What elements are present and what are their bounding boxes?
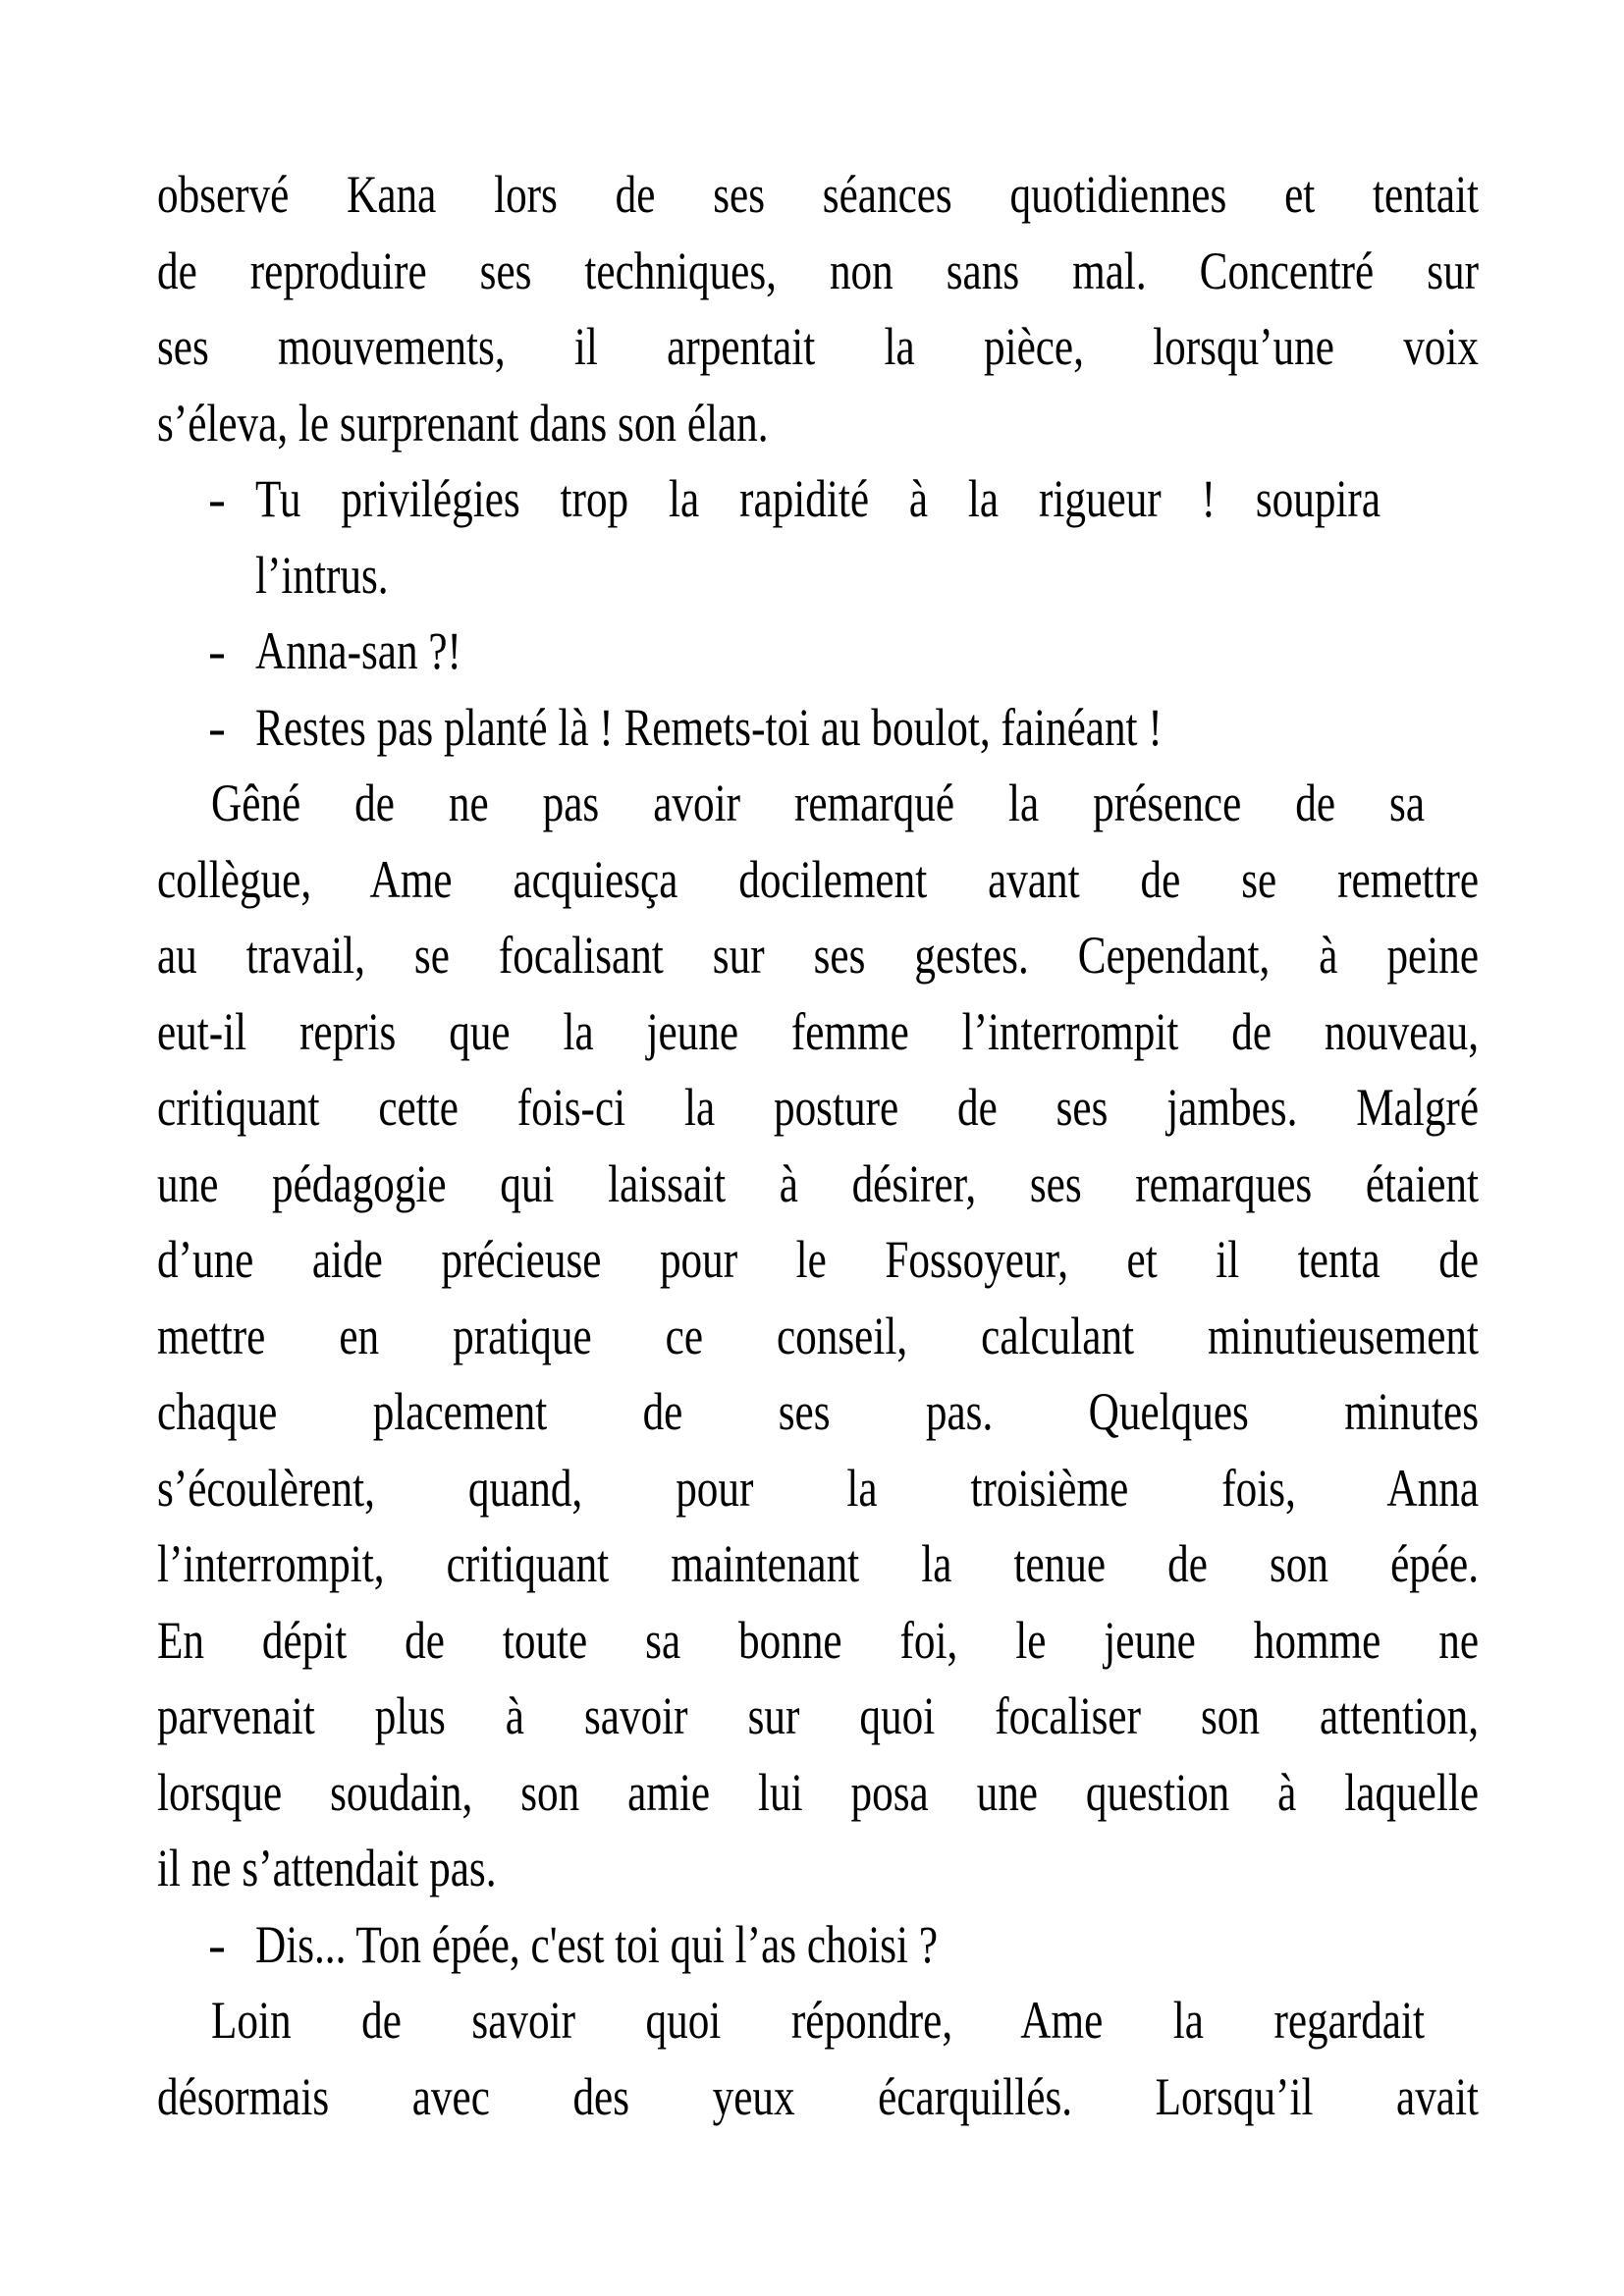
text-line (157, 918, 1479, 994)
line-text: Loin de savoir quoi répondre, Ame la regardait (211, 1991, 1425, 2050)
text-line (157, 234, 1479, 310)
text-line (157, 1147, 1479, 1223)
dialog-line (157, 1907, 1479, 1984)
line-text: ses mouvements, il arpentait la pièce, lorsqu’une voix (157, 317, 1479, 376)
line-text: il ne s’attendait pas. (157, 1839, 497, 1897)
text-line (157, 2059, 1479, 2136)
line-text: l’intrus. (255, 545, 389, 605)
text-line (157, 1831, 1479, 1907)
dialog-dash: - (208, 469, 226, 528)
line-text: l’interrompit, critiquant maintenant la tenue de son épée. (157, 1534, 1479, 1593)
line-text: mettre en pratique ce conseil, calculant minutieusement (157, 1306, 1479, 1365)
text-line (157, 1070, 1479, 1147)
text-line (157, 309, 1479, 386)
line-text: désormais avec des yeux écarquillés. Lorsqu’il avait (157, 2066, 1479, 2126)
line-text: de reproduire ses techniques, non sans mal. Concentré sur (157, 240, 1479, 300)
dialog-dash: - (208, 697, 226, 757)
line-text: parvenait plus à savoir sur quoi focaliser son attention, (157, 1686, 1479, 1745)
line-text: Gêné de ne pas avoir remarqué la présence de sa (211, 774, 1425, 832)
text-line (157, 1679, 1479, 1755)
line-text: s’éleva, le surprenant dans son élan. (157, 393, 769, 453)
text-line (157, 1755, 1479, 1832)
dialog-line (157, 614, 1479, 690)
line-text: une pédagogie qui laissait à désirer, ses remarques étaient (157, 1153, 1479, 1213)
dialog-dash: - (208, 1914, 226, 1974)
text-line (157, 1451, 1479, 1527)
dialog-continuation-line (157, 538, 1479, 614)
line-text: critiquant cette fois-ci la posture de ses jambes. Malgré (157, 1078, 1479, 1137)
text-line (157, 1526, 1479, 1603)
line-text: au travail, se focalisant sur ses gestes. Cependant, à peine (157, 926, 1479, 985)
dialog-line (157, 690, 1479, 767)
line-text: Dis... Ton épée, c'est toi qui l’as choisi ? (255, 1914, 939, 1974)
dialog-dash: - (208, 621, 226, 680)
line-text: collègue, Ame acquiesça docilement avant de se remettre (157, 849, 1479, 909)
line-text: observé Kana lors de ses séances quotidiennes et tentait (157, 165, 1479, 224)
line-text: En dépit de toute sa bonne foi, le jeune homme ne (157, 1610, 1479, 1670)
text-line (157, 1299, 1479, 1375)
text-line (157, 994, 1479, 1071)
line-text: s’écoulèrent, quand, pour la troisième fois, Anna (157, 1458, 1479, 1518)
paragraph-first-line (157, 766, 1479, 842)
text-line (157, 157, 1479, 234)
text-line (157, 842, 1479, 919)
line-text: Anna-san ?! (255, 621, 461, 680)
page-text (157, 157, 1479, 2135)
line-text: Tu privilégies trop la rapidité à la rigueur ! soupira (255, 469, 1380, 528)
line-text: chaque placement de ses pas. Quelques minutes (157, 1382, 1479, 1441)
line-text: eut-il repris que la jeune femme l’interrompit de nouveau, (157, 1001, 1479, 1061)
line-text: Restes pas planté là ! Remets-toi au boulot, fainéant ! (255, 697, 1163, 757)
line-text: lorsque soudain, son amie lui posa une question à laquelle (157, 1762, 1479, 1822)
text-line (157, 1374, 1479, 1451)
paragraph-first-line (157, 1983, 1479, 2059)
line-text: d’une aide précieuse pour le Fossoyeur, et il tenta de (157, 1230, 1479, 1289)
text-line (157, 1222, 1479, 1299)
text-line (157, 1603, 1479, 1680)
text-line (157, 386, 1479, 462)
dialog-line (157, 461, 1479, 538)
